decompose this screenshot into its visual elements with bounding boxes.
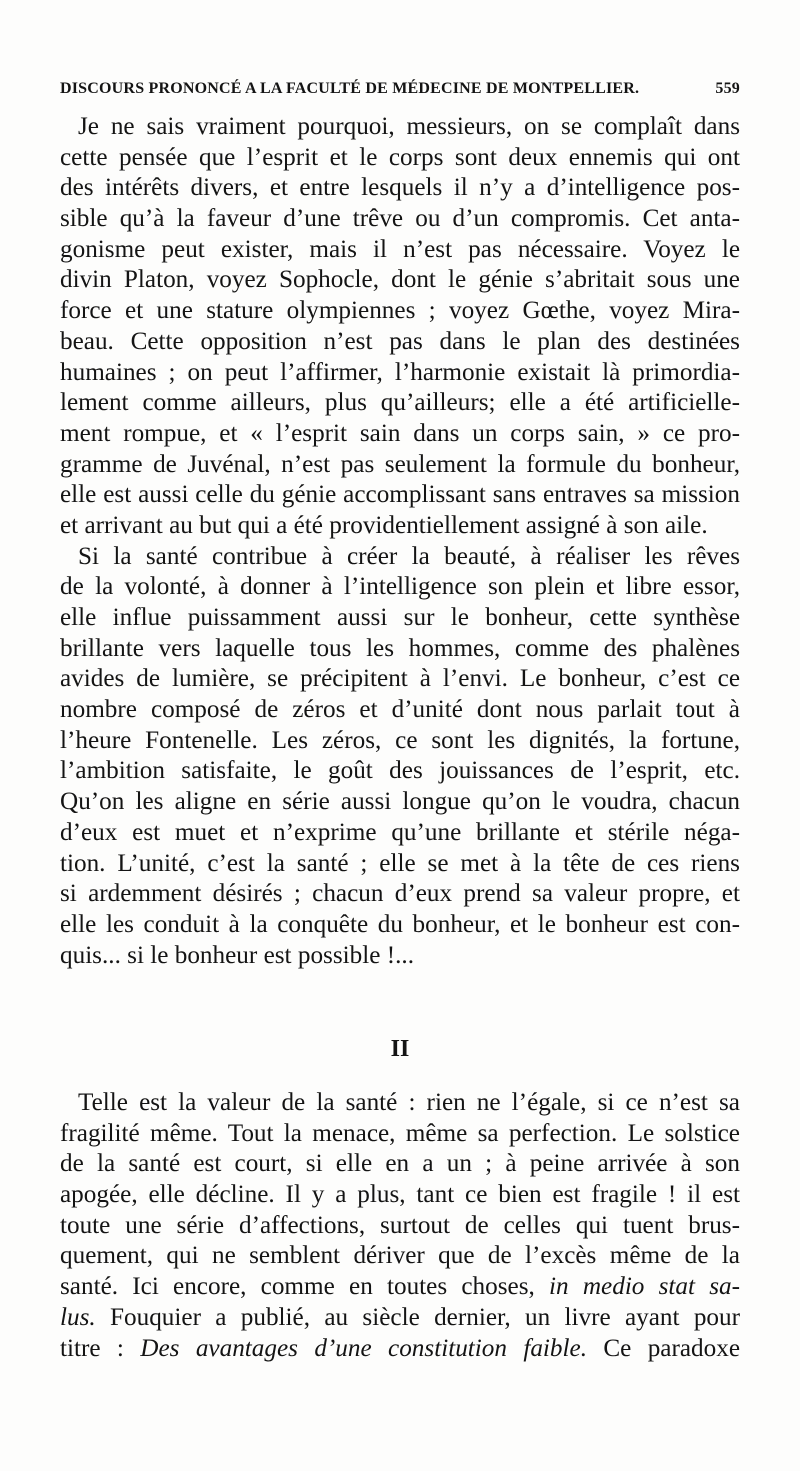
text-line: ment rompue, et « l’esprit sain dans un corps sain, » ce pro- <box>60 419 740 447</box>
text-line: l’ambition satisfaite, le goût des jouissances de l’esprit, etc. <box>60 757 740 785</box>
text-line: Telle est la valeur de la santé : rien ne l’égale, si ce n’est sa <box>78 1089 740 1116</box>
text-line: d’eux est muet et n’exprime qu’une brillante et stérile néga- <box>60 818 740 846</box>
text-line <box>60 1334 740 1365</box>
text-line <box>60 1303 740 1334</box>
text-line: cette pensée que l’esprit et le corps sont deux ennemis qui ont <box>60 143 740 171</box>
text-line: si ardemment désirés ; chacun d’eux prend sa valeur propre, et <box>60 880 740 908</box>
text-line: de la santé est court, si elle en a un ; à peine arrivée à son <box>60 1150 740 1178</box>
text-line: elle les conduit à la conquête du bonheur, et le bonheur est con- <box>60 910 740 938</box>
paragraph-2 <box>60 542 740 972</box>
text-line: quement, qui ne semblent dériver que de l’excès même de la <box>60 1242 740 1270</box>
italic-latin-phrase: in medio stat sa- <box>549 1273 741 1301</box>
text-line: elle influe puissamment aussi sur le bonheur, cette synthèse <box>60 604 740 631</box>
text-line: quis... si le bonheur est possible !... <box>60 941 414 969</box>
text-line: humaines ; on peut l’affirmer, l’harmonie existait là primordia- <box>60 358 740 386</box>
text-line-start: titre : <box>60 1334 141 1362</box>
text-line: toute une série d’affections, surtout de celles qui tuent brus- <box>60 1211 740 1239</box>
text-line: tion. L’unité, c’est la santé ; elle se met à la tête de ces riens <box>60 849 740 877</box>
text-line-start: santé. Ici encore, comme en toutes choses, <box>60 1273 550 1301</box>
text-line <box>60 1272 740 1303</box>
text-line: brillante vers laquelle tous les hommes, comme des phalènes <box>60 634 740 662</box>
text-line: Si la santé contribue à créer la beauté, à réaliser les rêves <box>78 542 740 570</box>
paragraph-1 <box>60 112 740 542</box>
text-line: lement comme ailleurs, plus qu’ailleurs; elle a été artificielle- <box>60 389 740 417</box>
text-line-rest: Ce paradoxe <box>587 1334 741 1362</box>
text-line: beau. Cette opposition n’est pas dans le plan des destinées <box>60 327 740 355</box>
text-line: gonisme peut exister, mais il n’est pas nécessaire. Voyez le <box>60 235 740 263</box>
text-line: fragilité même. Tout la menace, même sa perfection. Le solstice <box>60 1119 740 1147</box>
text-line: Qu’on les aligne en série aussi longue qu’on le voudra, chacun <box>60 788 740 816</box>
text-line: l’heure Fontenelle. Les zéros, ce sont les dignités, la fortune, <box>60 726 740 754</box>
italic-latin-phrase-end: lus. <box>60 1303 96 1331</box>
text-line: et arrivant au but qui a été providentiellement assigné à son aile. <box>60 511 708 539</box>
running-header <box>60 80 740 106</box>
text-line: sible qu’à la faveur d’une trêve ou d’un compromis. Cet anta- <box>60 205 740 233</box>
text-line: nombre composé de zéros et d’unité dont nous parlait tout à <box>60 696 740 724</box>
text-line: force et une stature olympiennes ; voyez Gœthe, voyez Mira- <box>60 297 740 325</box>
text-line: elle est aussi celle du génie accomplissant sans entraves sa mission <box>60 481 740 509</box>
running-title: DISCOURS PRONONCÉ A LA FACULTÉ DE MÉDECINE DE MONTPELLIER. <box>60 80 640 97</box>
section-two-text-block <box>60 1088 740 1364</box>
text-line: avides de lumière, se précipitent à l’envi. Le bonheur, c’est ce <box>60 665 740 693</box>
text-line: Je ne sais vraiment pourquoi, messieurs, on se complaît dans <box>78 113 740 140</box>
text-line: apogée, elle décline. Il y a plus, tant ce bien est fragile ! il est <box>60 1181 740 1209</box>
text-line: de la volonté, à donner à l’intelligence son plein et libre essor, <box>60 573 740 601</box>
paragraph-3 <box>60 1088 740 1364</box>
text-line: gramme de Juvénal, n’est pas seulement la formule du bonheur, <box>60 450 740 478</box>
text-line-rest: Fouquier a publié, au siècle dernier, un livre ayant pour <box>95 1303 740 1331</box>
italic-book-title: Des avantages d’une constitution faible. <box>140 1334 587 1362</box>
page-number: 559 <box>715 80 740 97</box>
section-heading: II <box>390 1036 410 1062</box>
text-line: des intérêts divers, et entre lesquels il n’y a d’intelligence pos- <box>60 174 740 202</box>
main-text-block <box>60 112 740 971</box>
text-line: divin Platon, voyez Sophocle, dont le génie s’abritait sous une <box>60 266 740 294</box>
